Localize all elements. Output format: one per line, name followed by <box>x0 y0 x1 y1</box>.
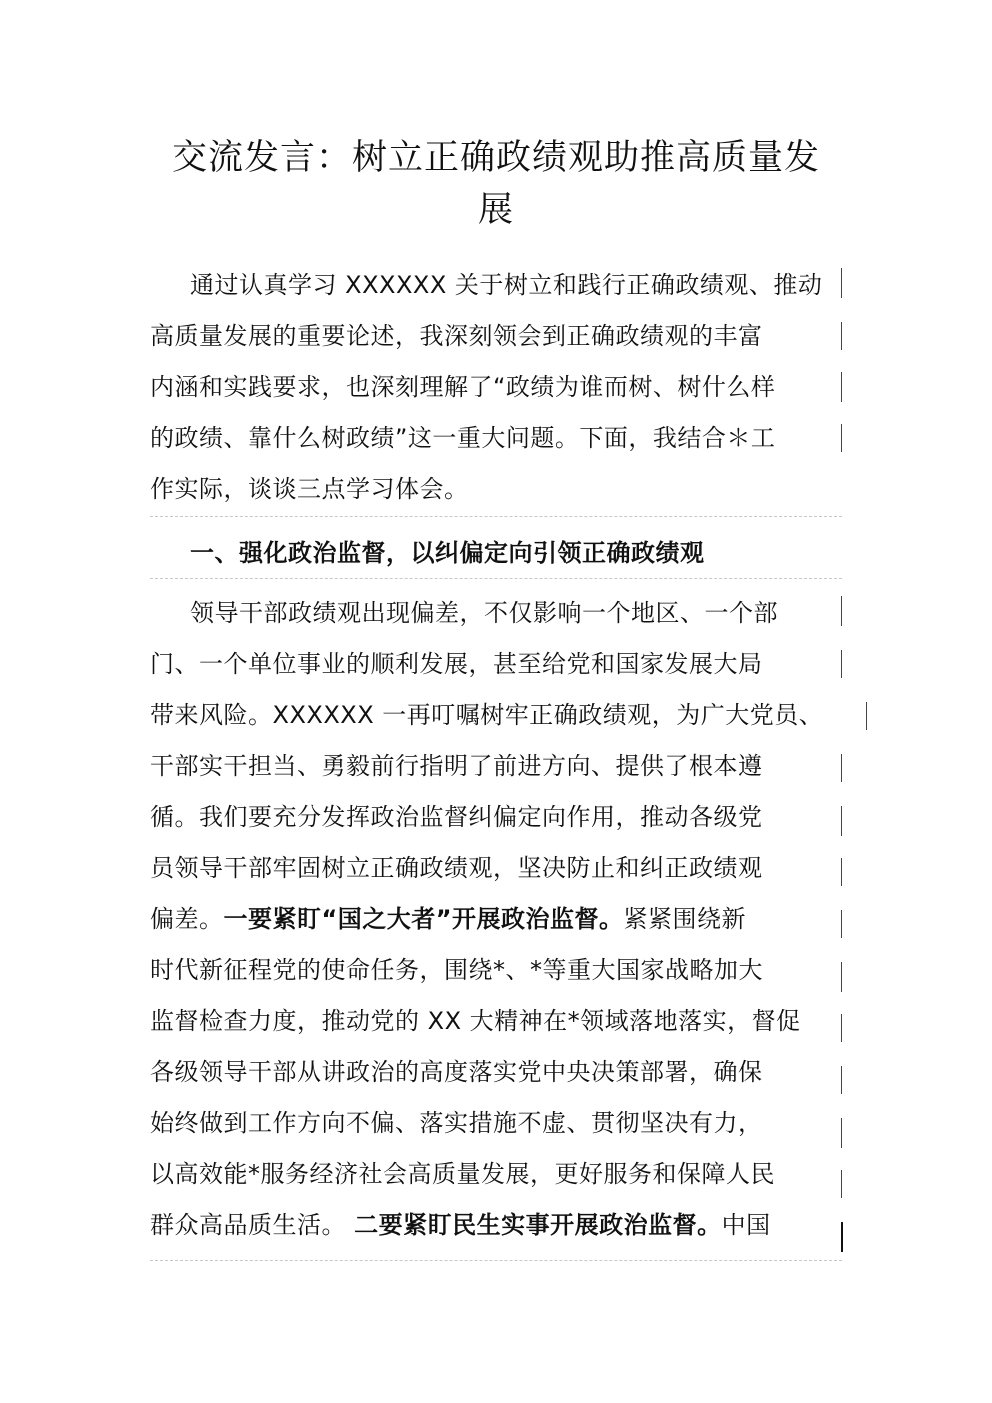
intro-line-1: 通过认真学习 XXXXXX 关于树立和践行正确政绩观、推动 <box>190 271 823 299</box>
section-paragraph <box>150 588 842 1251</box>
margin-mark <box>841 1222 843 1252</box>
margin-mark <box>841 372 842 402</box>
intro-line-3: 内涵和实践要求，也深刻理解了“政绩为谁而树、树什么样 <box>150 373 776 401</box>
margin-mark <box>841 962 842 992</box>
bold-lead: 二要紧盯民生实事开展政治监督。 <box>354 1211 722 1239</box>
bold-lead: 一要紧盯“国之大者”开展政治监督。 <box>223 905 624 933</box>
divider <box>150 1260 842 1261</box>
margin-mark <box>841 1066 842 1094</box>
line-text: 紧紧围绕新 <box>623 905 747 933</box>
title-line-1: 交流发言：树立正确政绩观助推高质量发 <box>171 138 820 178</box>
section-line-10: 各级领导干部从讲政治的高度落实党中央决策部署，确保 <box>150 1058 763 1086</box>
intro-paragraph <box>150 260 842 515</box>
margin-mark <box>841 1170 842 1198</box>
divider <box>150 516 842 517</box>
section-line-12: 以高效能*服务经济社会高质量发展，更好服务和保障人民 <box>150 1160 775 1188</box>
title-line-2: 展 <box>477 190 514 230</box>
intro-line-5: 作实际，谈谈三点学习体会。 <box>150 475 469 503</box>
section-line-4: 干部实干担当、勇毅前行指明了前进方向、提供了根本遵 <box>150 752 763 780</box>
intro-line-2: 高质量发展的重要论述，我深刻领会到正确政绩观的丰富 <box>150 322 763 350</box>
margin-mark <box>841 322 842 350</box>
margin-mark <box>841 858 842 886</box>
margin-mark <box>841 1014 842 1042</box>
line-text: 偏差。 <box>150 905 224 933</box>
section-line-6: 员领导干部牢固树立正确政绩观，坚决防止和纠正政绩观 <box>150 854 763 882</box>
section-line-8: 时代新征程党的使命任务，围绕*、*等重大国家战略加大 <box>150 956 763 984</box>
margin-mark <box>841 910 842 938</box>
document-title <box>150 132 842 236</box>
section-line-11: 始终做到工作方向不偏、落实措施不虚、贯彻坚决有力， <box>150 1109 763 1137</box>
margin-mark <box>841 268 842 298</box>
line-text: 中国 <box>721 1211 771 1239</box>
margin-mark <box>841 806 842 836</box>
section-line-9: 监督检查力度，推动党的 XX 大精神在*领域落地落实，督促 <box>150 1007 801 1035</box>
section-line-2: 门、一个单位事业的顺利发展，甚至给党和国家发展大局 <box>150 650 763 678</box>
section-line-13 <box>150 1200 842 1251</box>
margin-mark <box>841 596 842 626</box>
margin-mark <box>841 1118 842 1148</box>
margin-mark <box>841 424 842 452</box>
section-line-5: 循。我们要充分发挥政治监督纠偏定向作用，推动各级党 <box>150 803 763 831</box>
section-line-1: 领导干部政绩观出现偏差，不仅影响一个地区、一个部 <box>190 599 778 627</box>
margin-mark <box>841 650 842 678</box>
section-line-3: 带来风险。XXXXXX 一再叮嘱树牢正确政绩观，为广大党员、 <box>150 701 824 729</box>
line-text: 群众高品质生活。 <box>150 1211 355 1239</box>
section-line-7 <box>150 894 842 945</box>
margin-mark <box>866 702 867 730</box>
margin-mark <box>841 754 842 782</box>
section-heading: 一、强化政治监督，以纠偏定向引领正确政绩观 <box>190 539 705 567</box>
intro-line-4: 的政绩、靠什么树政绩”这一重大问题。下面，我结合＊工 <box>150 424 776 452</box>
divider <box>150 578 842 579</box>
